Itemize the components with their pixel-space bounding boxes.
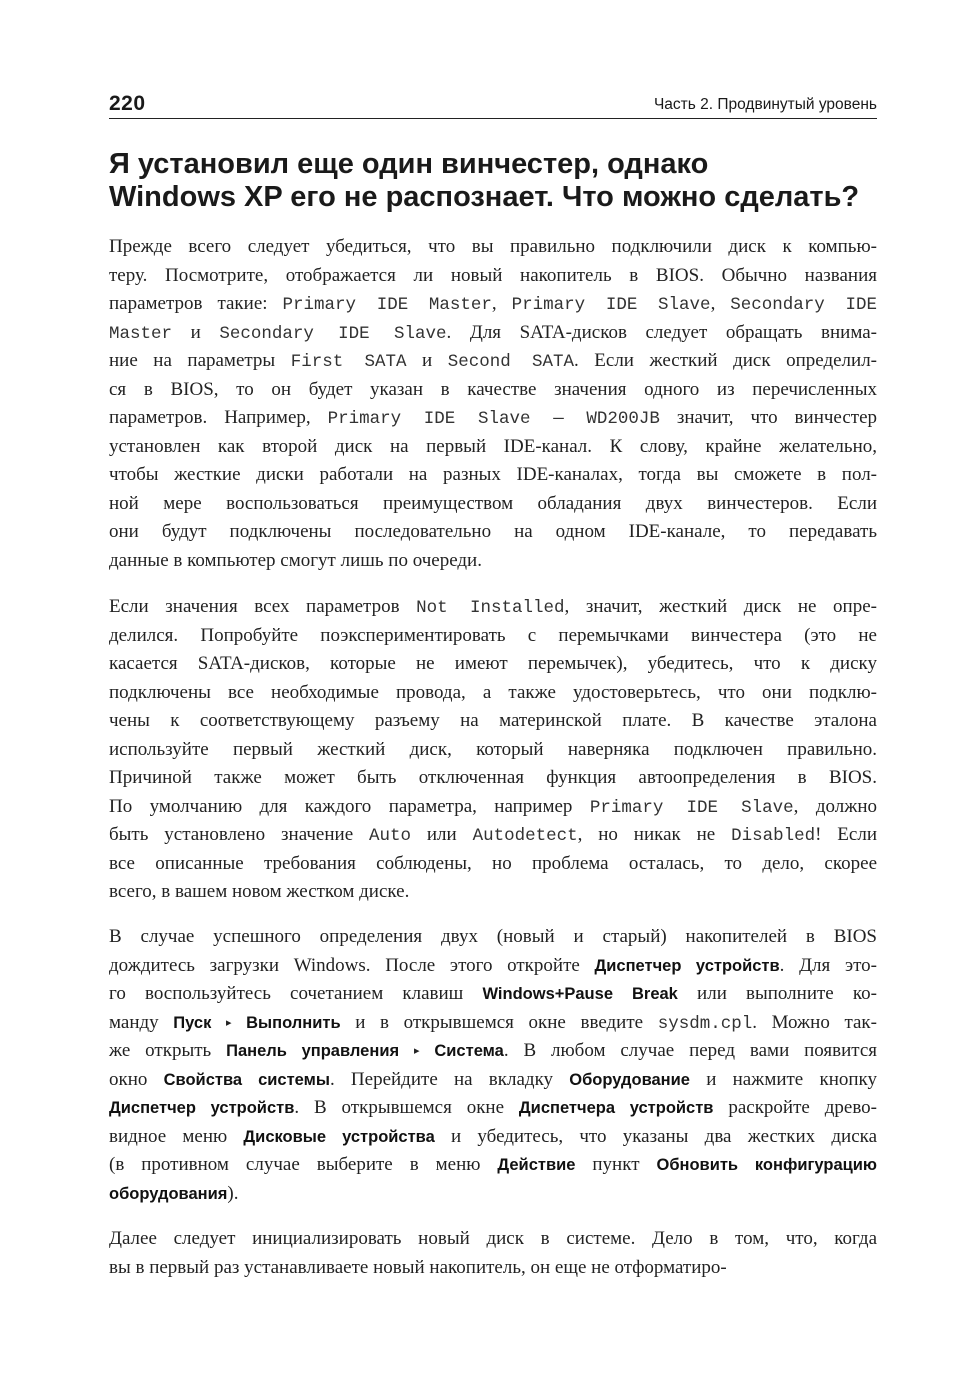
text-run: параметров такие: (109, 293, 283, 314)
text-run: , (491, 293, 512, 314)
text-run: и (406, 350, 448, 371)
paragraph-3 (109, 923, 877, 1208)
text-line (109, 1037, 877, 1066)
text-run: используйте первый жесткий диск, который наверняка подключен правильно. (109, 738, 877, 760)
text-line (109, 707, 877, 736)
text-run: . Для это- (779, 954, 877, 976)
ui-element-name: Выполнить (246, 1013, 341, 1032)
text-run: Причиной также может быть отключенная функция автоопределения в BIOS. (109, 767, 877, 788)
ui-element-name: Диспетчера устройств (518, 1099, 714, 1117)
text-run: Прежде всего следует убедиться, что вы правильно подключили диск к компью- (109, 236, 877, 257)
code-term: Disabled (731, 826, 816, 846)
code-term: Secondary IDE (730, 295, 877, 315)
running-head-title: Часть 2. Продвинутый уровень (653, 96, 877, 113)
text-run: и (172, 321, 220, 343)
text-run (399, 1040, 414, 1061)
text-run: пункт (575, 1154, 657, 1175)
text-line (109, 679, 877, 708)
ui-element-name: Свойства системы (163, 1070, 330, 1089)
ui-element-name: Панель управления (226, 1042, 400, 1060)
ui-element-name: Пуск (173, 1013, 212, 1032)
page-number: 220 (109, 92, 146, 115)
text-line (109, 1094, 877, 1123)
text-run: . В любом случае перед вами появится (503, 1040, 878, 1061)
ui-element-name: Система (434, 1042, 504, 1060)
running-header (109, 90, 877, 119)
ui-element-name: оборудования (109, 1184, 228, 1203)
text-run: , но никак не (577, 824, 732, 845)
code-term: Auto (369, 826, 412, 846)
text-line (109, 736, 877, 765)
text-run: В случае успешного определения двух (новый и старый) накопителей в BIOS (109, 926, 877, 947)
text-line (109, 850, 877, 879)
code-term: Primary IDE Master (282, 295, 492, 315)
text-run: видное меню (109, 1125, 244, 1147)
text-run: значит, что винчестер (659, 407, 877, 428)
code-term: First SATA (290, 352, 407, 372)
text-line (109, 1123, 877, 1152)
paragraph-1 (109, 233, 877, 575)
text-run: , должно (793, 795, 878, 817)
text-run: . Если жесткий диск определил- (574, 350, 878, 371)
text-run: . Для SATA-дисков следует обращать внима- (446, 321, 877, 343)
ui-element-name: Windows+Pause Break (482, 985, 678, 1003)
text-line (109, 518, 877, 547)
text-run: быть установлено значение (109, 824, 369, 845)
code-term: Second SATA (447, 352, 575, 372)
text-line (109, 461, 877, 490)
text-line (109, 952, 877, 981)
text-line (109, 490, 877, 519)
text-run (420, 1040, 435, 1061)
text-line (109, 793, 877, 822)
text-run: , (710, 293, 731, 314)
text-line (109, 347, 877, 376)
text-run: Если значения всех параметров (109, 596, 417, 617)
text-run: касается SATA-дисков, которые не имеют перемычек), убедитесь, что к диску (109, 653, 877, 674)
text-run (232, 1012, 247, 1033)
text-run: . Можно так- (752, 1011, 877, 1033)
text-run: Далее следует инициализировать новый диск в системе. Дело в том, что, когда (109, 1228, 877, 1249)
text-run: . В открывшемся окне (294, 1097, 519, 1118)
text-run: раскройте древо- (713, 1097, 877, 1118)
text-run: же открыть (109, 1040, 227, 1061)
text-run: го воспользуйтесь сочетанием клавиш (109, 983, 483, 1004)
text-run: ной мере воспользоваться преимуществом обладания двух винчестеров. Если (109, 492, 877, 514)
text-run: ние на параметры (109, 350, 291, 371)
text-line (109, 376, 877, 405)
code-term: Primary IDE Slave — WD200JB (327, 409, 660, 429)
text-line (109, 593, 877, 622)
text-run: установлен как второй диск на первый IDE-канал. К слову, крайне желательно, (109, 435, 877, 457)
text-line (109, 821, 877, 850)
text-line (109, 650, 877, 679)
text-run: ся в BIOS, то он будет указан в качестве значения одного из перечисленных (109, 378, 877, 400)
text-line (109, 1254, 877, 1283)
text-line (109, 764, 877, 793)
text-line (109, 878, 877, 907)
text-line (109, 319, 877, 348)
text-line (109, 1225, 877, 1254)
ui-element-name: Действие (497, 1156, 576, 1174)
code-term: Secondary IDE Slave (219, 323, 447, 344)
text-run: теру. Посмотрите, отображается ли новый накопитель в BIOS. Обычно названия (109, 264, 877, 286)
text-line (109, 1180, 877, 1209)
ui-element-name: Дисковые устройства (243, 1127, 435, 1146)
section-title-line-2: Windows XP его не распознает. Что можно сделать? (109, 181, 860, 213)
text-run: (в противном случае выберите в меню (109, 1154, 498, 1175)
text-run: все описанные требования соблюдены, но проблема осталась, то дело, скорее (109, 852, 877, 874)
code-term: sysdm.cpl (657, 1013, 753, 1034)
text-run: данные в компьютер смогут лишь по очереди. (109, 549, 482, 571)
paragraph-2 (109, 593, 877, 907)
text-run: ! Если (815, 824, 877, 845)
code-term: Not Installed (416, 598, 565, 618)
text-line (109, 433, 877, 462)
text-run: и нажмите кнопку (689, 1068, 877, 1090)
ui-element-name: Диспетчер устройств (109, 1099, 295, 1117)
text-run: чтобы жесткие диски работали на разных IDE-каналах, тогда вы сможете в пол- (109, 464, 877, 485)
text-line (109, 233, 877, 262)
body-text (109, 233, 878, 1278)
text-run: всего, в вашем новом жестком диске. (109, 881, 410, 902)
text-run: окно (109, 1068, 164, 1090)
ui-element-name: Оборудование (569, 1070, 690, 1089)
code-term: Primary IDE Slave (589, 797, 794, 818)
paragraph-4 (109, 1225, 877, 1282)
text-run: дождитесь загрузки Windows. После этого откройте (109, 954, 595, 976)
text-line (109, 1009, 877, 1038)
ui-element-name: Диспетчер устройств (594, 956, 780, 975)
code-term: Primary IDE Slave (511, 295, 711, 315)
text-line (109, 547, 877, 576)
menu-arrow-icon: ▸ (413, 1045, 420, 1057)
text-run (211, 1012, 226, 1033)
text-line (109, 1151, 877, 1180)
text-line (109, 290, 877, 319)
text-run: ). (227, 1182, 239, 1204)
text-run: манду (109, 1011, 174, 1033)
text-run: или выполните ко- (677, 983, 877, 1004)
text-line (109, 1066, 877, 1095)
ui-element-name: Обновить конфигурацию (656, 1156, 877, 1174)
text-run: они будут подключены последовательно на одном IDE-канале, то передавать (109, 521, 877, 542)
text-run: или (411, 824, 473, 845)
text-line (109, 980, 877, 1009)
text-run: и в открывшемся окне введите (340, 1011, 658, 1033)
text-run: , значит, жесткий диск не опре- (564, 596, 877, 617)
menu-arrow-icon: ▸ (225, 1016, 232, 1029)
text-line (109, 622, 877, 651)
text-run: По умолчанию для каждого параметра, например (109, 795, 590, 817)
text-line (109, 262, 877, 291)
section-title (109, 148, 889, 214)
text-run: и убедитесь, что указаны два жестких диска (434, 1125, 878, 1147)
text-run: вы в первый раз устанавливаете новый накопитель, он еще не отформатиро- (109, 1256, 727, 1278)
code-term: Autodetect (472, 826, 578, 846)
text-run: параметров. Например, (109, 407, 328, 428)
text-run: . Перейдите на вкладку (329, 1068, 570, 1090)
code-term: Master (109, 323, 173, 344)
text-run: подключены все необходимые провода, а также удостоверьтесь, что они подклю- (109, 681, 877, 703)
text-line (109, 923, 877, 952)
text-run: делился. Попробуйте поэкспериментировать с перемычками винчестера (это не (109, 624, 877, 646)
text-line (109, 404, 877, 433)
text-run: чены к соответствующему разъему на материнской плате. В качестве эталона (109, 710, 877, 731)
section-title-line-1: Я установил еще один винчестер, однако (109, 148, 709, 180)
